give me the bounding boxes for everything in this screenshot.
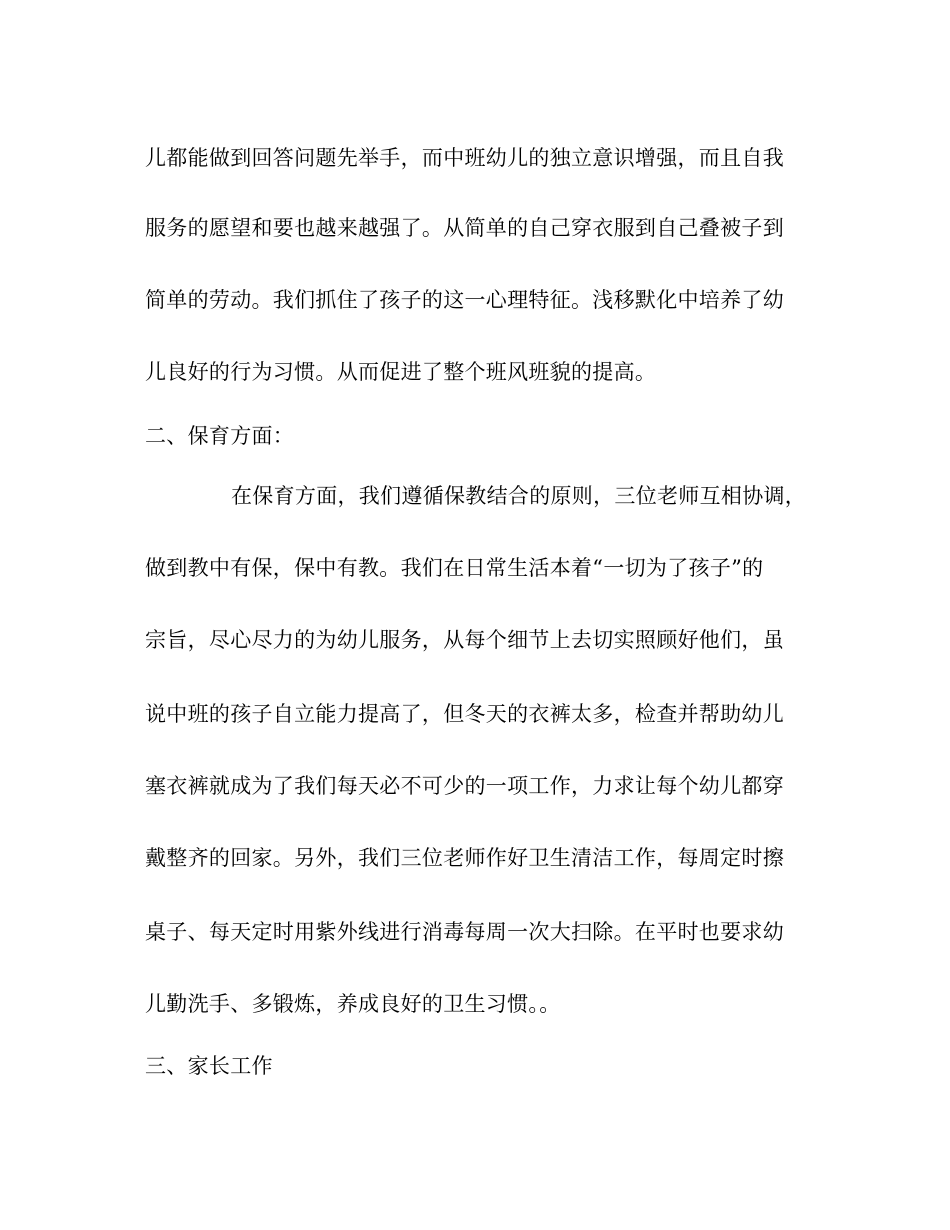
paragraph-line-10: 塞衣裤就成为了我们每天必不可少的一项工作，力求让每个幼儿都穿 bbox=[145, 774, 784, 798]
paragraph-line-13: 儿勤洗手、多锻炼，养成良好的卫生习惯。。 bbox=[145, 992, 561, 1016]
paragraph-line-3: 简单的劳动。我们抓住了孩子的这一心理特征。浅移默化中培养了幼 bbox=[145, 288, 784, 312]
paragraph-line-2: 服务的愿望和要也越来越强了。从简单的自己穿衣服到自己叠被子到 bbox=[145, 216, 784, 240]
paragraph-line-9: 说中班的孩子自立能力提高了，但冬天的衣裤太多，检查并帮助幼儿 bbox=[145, 702, 784, 726]
section-heading-care: 二、保育方面： bbox=[145, 424, 295, 448]
paragraph-line-7: 做到教中有保，保中有教。我们在日常生活本着“一切为了孩子”的 bbox=[145, 556, 764, 580]
paragraph-line-8: 宗旨，尽心尽力的为幼儿服务，从每个细节上去切实照顾好他们，虽 bbox=[145, 628, 784, 652]
paragraph-line-11: 戴整齐的回家。另外，我们三位老师作好卫生清洁工作，每周定时擦 bbox=[145, 846, 784, 870]
section-heading-parents: 三、家长工作 bbox=[145, 1054, 273, 1078]
paragraph-line-4: 儿良好的行为习惯。从而促进了整个班风班貌的提高。 bbox=[145, 360, 657, 384]
paragraph-line-12: 桌子、每天定时用紫外线进行消毒每周一次大扫除。在平时也要求幼 bbox=[145, 920, 784, 944]
paragraph-line-1: 儿都能做到回答问题先举手，而中班幼儿的独立意识增强，而且自我 bbox=[145, 146, 784, 170]
paragraph-line-6: 在保育方面，我们遵循保教结合的原则，三位老师互相协调， bbox=[231, 484, 807, 508]
